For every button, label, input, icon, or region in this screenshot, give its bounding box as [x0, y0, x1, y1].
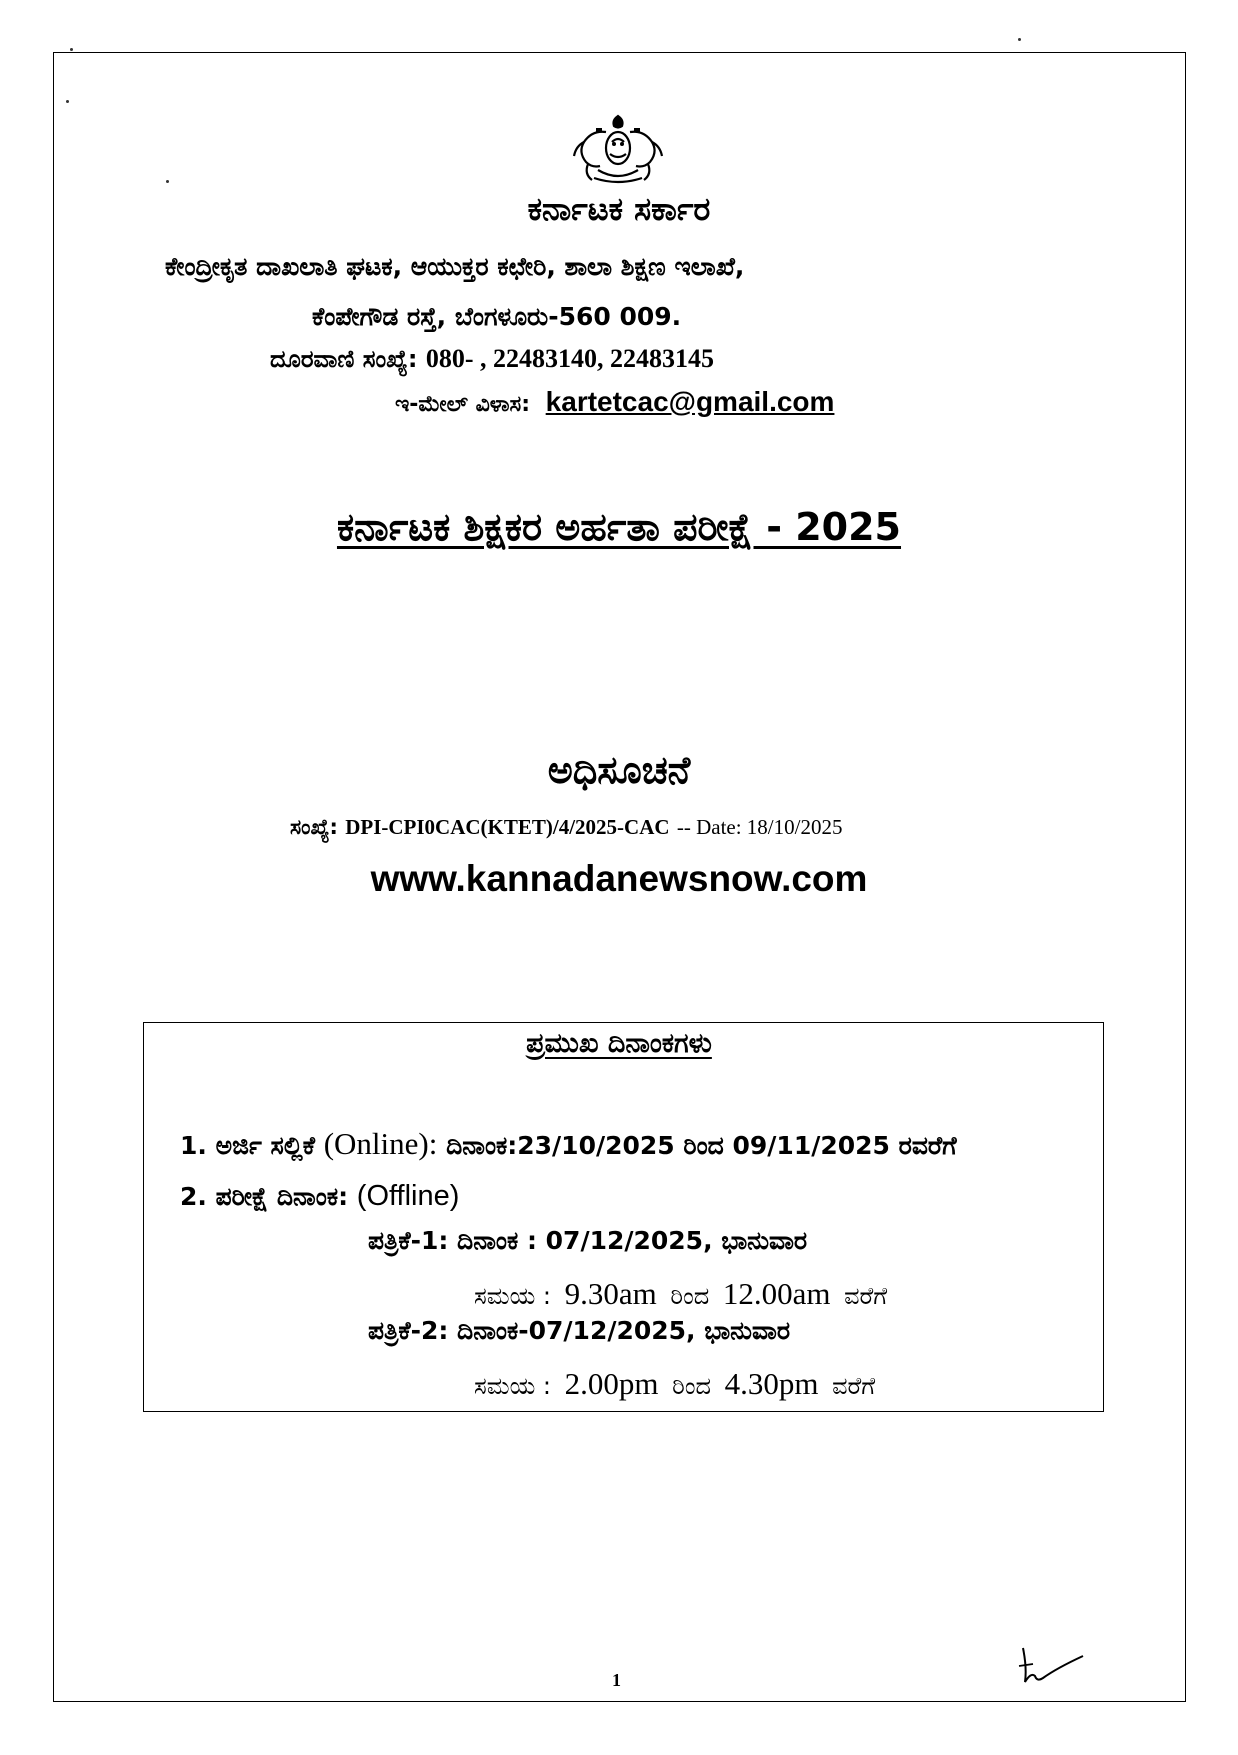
item-text: ದಿನಾಂಕ:23/10/2025 ರಿಂದ 09/11/2025 ರವರೆಗೆ [446, 1131, 957, 1160]
scan-speck [70, 48, 73, 51]
item-label: ಅರ್ಜಿ ಸಲ್ಲಿಕೆ [215, 1131, 315, 1160]
item-mode: (Offline) [356, 1180, 460, 1212]
notification-title: ಅಧಿಸೂಚನೆ [547, 748, 691, 792]
important-dates-box [143, 1022, 1104, 1412]
end-time: 4.30pm [724, 1366, 819, 1401]
page-number: 1 [612, 1670, 621, 1690]
time-label: ಸಮಯ : [474, 1282, 551, 1310]
paper-1-time [474, 1276, 887, 1312]
exam-date-item [180, 1180, 459, 1213]
email-line [395, 386, 834, 418]
email-link[interactable]: kartetcac@gmail.com [545, 386, 835, 417]
signature-mark [1015, 1640, 1095, 1690]
paper-2-time [474, 1366, 875, 1402]
phone-numbers: 080- , 22483140, 22483145 [425, 344, 714, 373]
from-word: ರಿಂದ [670, 1282, 710, 1310]
paper-1-date: ಪತ್ರಿಕೆ-1: ದಿನಾಂಕ : 07/12/2025, ಭಾನುವಾರ [368, 1226, 808, 1255]
office-address-line-1: ಕೇಂದ್ರೀಕೃತ ದಾಖಲಾತಿ ಘಟಕ, ಆಯುಕ್ತರ ಕಛೇರಿ, ಶಾಲಾ ಶಿಕ್ಷಣ ಇಲಾಖೆ, [165, 252, 745, 281]
until-word: ವರೆಗೆ [832, 1372, 876, 1400]
email-label: ಇ-ಮೇಲ್ ವಿಳಾಸ: [395, 392, 530, 417]
phone-label: ದೂರವಾಣಿ ಸಂಖ್ಯೆ: [270, 345, 418, 373]
reference-number: DPI-CPI0CAC(KTET)/4/2025-CAC [345, 815, 670, 839]
until-word: ವರೆಗೆ [844, 1282, 888, 1310]
item-number: 1. [180, 1131, 207, 1160]
government-title: ಕರ್ನಾಟಕ ಸರ್ಕಾರ [527, 190, 711, 228]
exam-title: ಕರ್ನಾಟಕ ಶಿಕ್ಷಕರ ಅರ್ಹತಾ ಪರೀಕ್ಷೆ - 2025 [336, 505, 902, 549]
time-label: ಸಮಯ : [474, 1372, 551, 1400]
start-time: 9.30am [564, 1276, 657, 1311]
scan-speck [166, 180, 169, 183]
reference-label: ಸಂಖ್ಯೆ: [290, 815, 338, 839]
application-date-item [180, 1126, 957, 1162]
office-address-line-2: ಕೆಂಪೇಗೌಡ ರಸ್ತೆ, ಬೆಂಗಳೂರು-560 009. [312, 302, 682, 331]
item-number: 2. [180, 1182, 207, 1211]
reference-date: -- Date: 18/10/2025 [676, 815, 843, 839]
item-mode: (Online): [323, 1126, 438, 1161]
website-watermark[interactable]: www.kannadanewsnow.com [370, 858, 868, 899]
item-label: ಪರೀಕ್ಷೆ ದಿನಾಂಕ: [215, 1182, 349, 1211]
end-time: 12.00am [722, 1276, 831, 1311]
scan-speck [66, 100, 69, 103]
important-dates-heading: ಪ್ರಮುಖ ದಿನಾಂಕಗಳು [526, 1028, 712, 1059]
scan-speck [1018, 38, 1021, 41]
karnataka-emblem-icon [568, 112, 668, 184]
from-word: ರಿಂದ [672, 1372, 711, 1400]
reference-line [290, 815, 842, 840]
phone-line [270, 344, 714, 374]
paper-2-date: ಪತ್ರಿಕೆ-2: ದಿನಾಂಕ-07/12/2025, ಭಾನುವಾರ [368, 1316, 791, 1345]
start-time: 2.00pm [564, 1366, 659, 1401]
